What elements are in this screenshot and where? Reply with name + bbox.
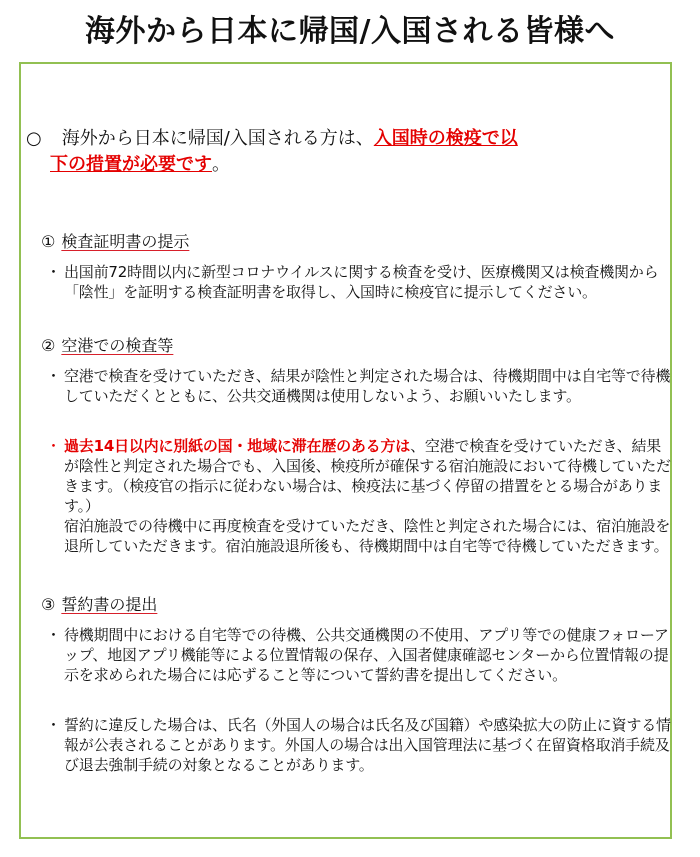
bullet-marker: ・	[46, 263, 61, 281]
page-title: 海外から日本に帰国/入国される皆様へ	[85, 14, 615, 49]
intro-marker: ○	[26, 128, 42, 149]
bullet-item	[44, 262, 674, 302]
section-title: 検査証明書の提示	[61, 232, 190, 251]
bullet-marker: ・	[46, 437, 61, 455]
bullet-item	[44, 715, 674, 775]
section-title: 空港での検査等	[61, 336, 174, 355]
intro-text: 海外から日本に帰国/入国される方は、	[61, 128, 374, 149]
section-heading-3	[41, 595, 157, 615]
intro-suffix: 。	[212, 154, 230, 175]
bullet-marker: ・	[46, 626, 61, 644]
bullet-marker: ・	[46, 716, 61, 734]
bullet-item-highlighted	[44, 436, 674, 556]
section-title: 誓約書の提出	[61, 595, 158, 614]
section-number: ①	[41, 232, 56, 251]
section-heading-1	[41, 232, 189, 252]
bullet-item	[44, 625, 674, 685]
intro-statement	[26, 126, 666, 178]
section-number: ③	[41, 595, 56, 614]
intro-emphasis-2: 下の措置が必要です	[50, 154, 212, 175]
bullet-text: 、空港で検査を受けていただき、結果が陰性と判定された場合でも、入国後、検疫所が確保する宿泊施設において待機していただきます。（検疫官の指示に従わない場合は、検疫法に基づく停留の措置をとる場合があります。）	[64, 437, 671, 515]
bullet-text: 空港で検査を受けていただき、結果が陰性と判定された場合は、待機期間中は自宅等で待機していただくとともに、公共交通機関は使用しないよう、お願いいたします。	[64, 367, 671, 405]
bullet-text: 出国前72時間以内に新型コロナウイルスに関する検査を受け、医療機関又は検査機関から「陰性」を証明する検査証明書を取得し、入国時に検疫官に提示してください。	[64, 263, 659, 301]
bullet-text: 待機期間中における自宅等での待機、公共交通機関の不使用、アプリ等での健康フォローアップ、地図アプリ機能等による位置情報の保存、入国者健康確認センターから位置情報の提示を求められた場合には応ずること等について誓約書を提出してください。	[64, 626, 669, 684]
bullet-text-continued: 宿泊施設での待機中に再度検査を受けていただき、陰性と判定された場合には、宿泊施設を退所していただきます。宿泊施設退所後も、待機期間中は自宅等で待機していただきます。	[64, 517, 671, 555]
bullet-marker: ・	[46, 367, 61, 385]
section-heading-2	[41, 336, 173, 356]
section-number: ②	[41, 336, 56, 355]
bullet-text: 誓約に違反した場合は、氏名（外国人の場合は氏名及び国籍）や感染拡大の防止に資する情報が公表されることがあります。外国人の場合は出入国管理法に基づく在留資格取消手続及び退去強制手続の対象となることがあります。	[64, 716, 671, 774]
bullet-highlight: 過去14日以内に別紙の国・地域に滞在歴のある方は	[64, 437, 411, 455]
intro-indent	[26, 154, 230, 175]
intro-emphasis-1: 入国時の検疫で以	[373, 128, 518, 149]
bullet-item	[44, 366, 674, 406]
